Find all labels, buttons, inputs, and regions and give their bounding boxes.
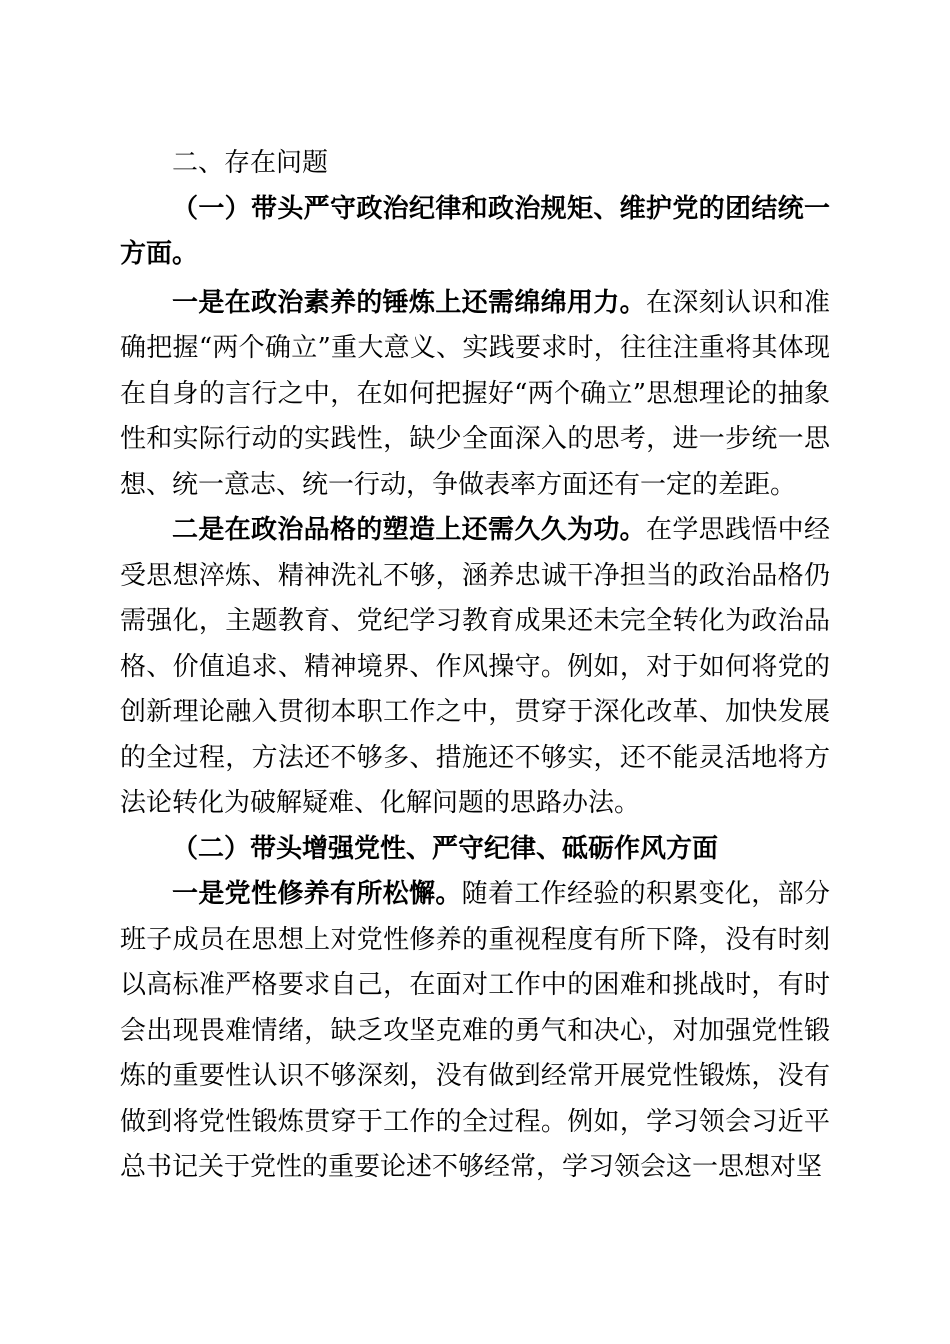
subsection-title-1: （一）带头严守政治纪律和政治规矩、维护党的团结统一方面。	[120, 193, 830, 269]
paragraph-text: 在深刻认识和准确把握“两个确立”重大意义、实践要求时，往往注重将其体现在自身的言行之中，在如何把握好“两个确立”思想理论的抽象性和实际行动的实践性，缺少全面深入的思考，进一步统一思想、统一意志、统一行动，争做表率方面还有一定的差距。	[120, 287, 830, 500]
paragraph-lead: 一是在政治素养的锤炼上还需绵绵用力。	[172, 287, 646, 318]
paragraph-text: 随着工作经验的积累变化，部分班子成员在思想上对党性修养的重视程度有所下降，没有时刻以高标准严格要求自己，在面对工作中的困难和挑战时，有时会出现畏难情绪，缺乏攻坚克难的勇气和决心，对加强党性锻炼的重要性认识不够深刻，没有做到经常开展党性锻炼，没有做到将党性锻炼贯穿于工作的全过程。例如，学习领会习近平总书记关于党性的重要论述不够经常，学习领会这一思想对坚	[120, 879, 830, 1182]
paragraph-1-2	[120, 508, 830, 827]
paragraph-1-1	[120, 281, 830, 509]
paragraph-lead: 二是在政治品格的塑造上还需久久为功。	[172, 515, 646, 545]
subsection-title-2: （二）带头增强党性、严守纪律、砥砺作风方面	[172, 833, 719, 864]
paragraph-lead: 一是党性修养有所松懈。	[172, 879, 462, 909]
document-body	[120, 141, 830, 1191]
paragraph-text: 在学思践悟中经受思想淬炼、精神洗礼不够，涵养忠诚干净担当的政治品格仍需强化，主题教育、党纪学习教育成果还未完全转化为政治品格、价值追求、精神境界、作风操守。例如，对于如何将党的创新理论融入贯彻本职工作之中，贯穿于深化改革、加快发展的全过程，方法还不够多、措施还不够实，还不能灵活地将方法论转化为破解疑难、化解问题的思路办法。	[120, 515, 830, 818]
section-title: 二、存在问题	[172, 148, 329, 178]
paragraph-2-1	[120, 872, 830, 1191]
